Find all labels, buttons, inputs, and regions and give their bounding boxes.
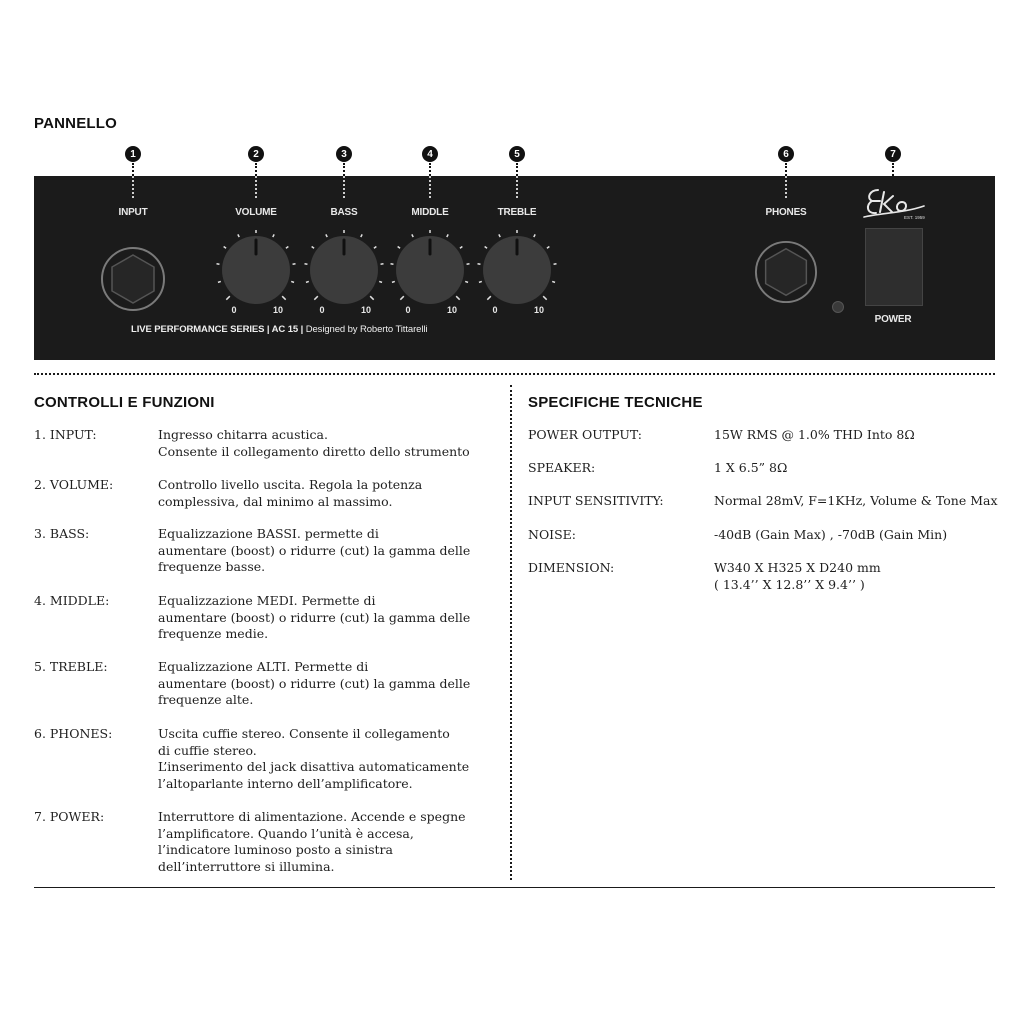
volume-knob[interactable] (214, 228, 298, 312)
knob-tick (398, 246, 400, 248)
knob-tick (273, 234, 274, 237)
treble-knob[interactable] (475, 228, 559, 312)
knob-tick (370, 296, 374, 300)
amp-front-panel (34, 176, 995, 360)
knob-tick (226, 296, 230, 300)
knob-tick (312, 246, 314, 248)
eko-logo-tagline: EST. 1959 (904, 215, 925, 220)
treble-min: 0 (492, 305, 498, 315)
middle-knob[interactable] (388, 228, 472, 312)
knob-tick (224, 246, 226, 248)
bass-min: 0 (319, 305, 325, 315)
knob-tick (543, 296, 547, 300)
vertical-divider (510, 385, 512, 880)
volume-max: 10 (272, 305, 284, 315)
knob-tick (361, 234, 362, 237)
knob-tick (291, 281, 294, 282)
knob-tick (479, 281, 482, 282)
knob-tick (412, 234, 413, 237)
knob-tick (238, 234, 239, 237)
knob-tick (465, 281, 468, 282)
phones-jack-icon[interactable] (754, 240, 818, 304)
callout-bass: 3 (331, 146, 357, 196)
specs-title: SPECIFICHE TECNICHE (528, 394, 703, 411)
treble-label: TREBLE (497, 207, 537, 218)
phones-label: PHONES (765, 207, 807, 218)
volume-label: VOLUME (235, 207, 277, 218)
knob-tick (400, 296, 404, 300)
treble-max: 10 (533, 305, 545, 315)
bass-max: 10 (360, 305, 372, 315)
knob-tick (487, 296, 491, 300)
input-label: INPUT (118, 207, 148, 218)
power-label: POWER (874, 314, 912, 325)
middle-label: MIDDLE (411, 207, 449, 218)
knob-tick (460, 246, 462, 248)
knob-tick (392, 281, 395, 282)
callout-middle: 4 (417, 146, 443, 196)
power-led-indicator (832, 301, 844, 313)
knob-tick (447, 234, 448, 237)
middle-max: 10 (446, 305, 458, 315)
callout-phones: 6 (773, 146, 799, 196)
knob-tick (499, 234, 500, 237)
knob-tick (552, 281, 555, 282)
controls-title: CONTROLLI E FUNZIONI (34, 394, 215, 411)
bass-label: BASS (330, 207, 358, 218)
knob-tick (379, 281, 382, 282)
knob-tick (314, 296, 318, 300)
callout-treble: 5 (504, 146, 530, 196)
knob-tick (218, 281, 221, 282)
callout-volume: 2 (243, 146, 269, 196)
knob-tick (306, 281, 309, 282)
knob-tick (374, 246, 376, 248)
callout-power: 7 (880, 146, 906, 196)
model-series-line: LIVE PERFORMANCE SERIES | AC 15 | Designed by Roberto Tittarelli (131, 324, 428, 335)
knob-tick (547, 246, 549, 248)
panel-section-title: PANNELLO (34, 115, 117, 132)
volume-min: 0 (231, 305, 237, 315)
callout-input: 1 (120, 146, 146, 196)
eko-logo (860, 180, 930, 226)
knob-tick (282, 296, 286, 300)
knob-tick (326, 234, 327, 237)
knob-tick (485, 246, 487, 248)
middle-min: 0 (405, 305, 411, 315)
bottom-rule (34, 887, 995, 888)
power-switch[interactable] (865, 228, 923, 306)
knob-tick (534, 234, 535, 237)
horizontal-divider (34, 373, 995, 375)
bass-knob[interactable] (302, 228, 386, 312)
knob-tick (286, 246, 288, 248)
knob-tick (456, 296, 460, 300)
input-jack-icon[interactable] (100, 246, 166, 312)
